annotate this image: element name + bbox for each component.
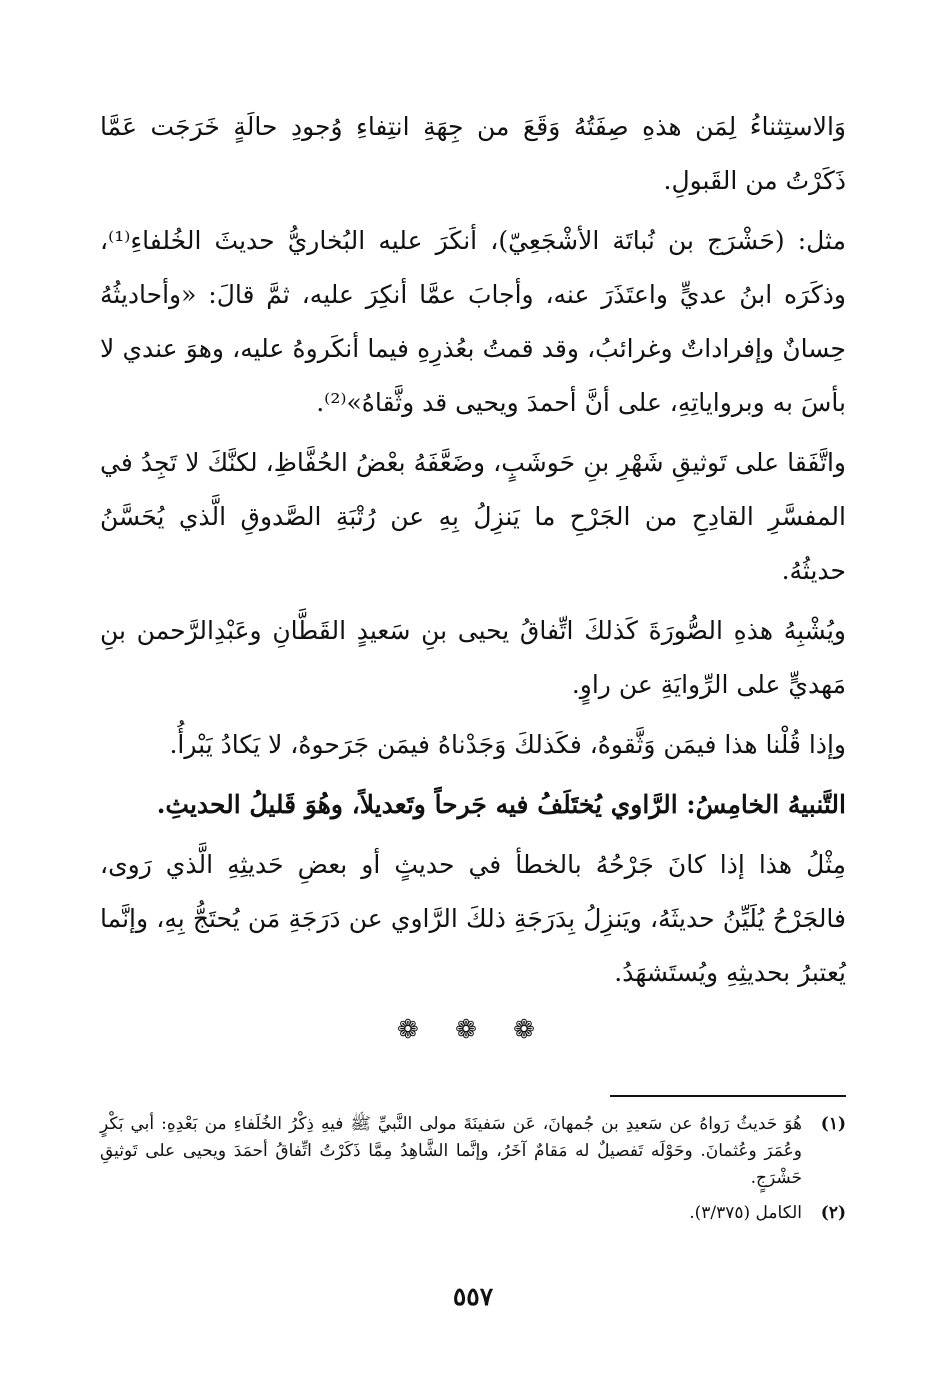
paragraph-similar-case: ويُشْبِهُ هذهِ الصُّورَةَ كَذلكَ اتِّفاقُ يحيى بنِ سَعيدٍ القَطَّانِ وعَبْدِالرَّحمن بنِ مَهديٍّ على الرِّوايَةِ عن راوٍ. — [100, 616, 846, 699]
footnote-divider — [610, 1095, 846, 1097]
main-text — [100, 100, 846, 1050]
footnote-number: (١) — [820, 1114, 846, 1134]
footnote-item — [100, 1111, 846, 1192]
section-heading-fifth-note: التَّنبيهُ الخامِسُ: الرَّاوي يُختَلَفُ فيه جَرحاً وتَعديلاً، وهُوَ قَليلُ الحديثِ. — [156, 790, 846, 819]
page-number: ٥٥٧ — [452, 1282, 494, 1311]
paragraph-shahr-ibn-hawshab: واتَّفَقا على تَوثيقِ شَهْرِ بنِ حَوشَبٍ، وضَعَّفَهُ بعْضُ الحُفَّاظِ، لكنَّكَ لا تَجِدُ في المفسَّرِ القادِحِ من الجَرْحِ ما يَنزِلُ بِهِ عن رُتْبَةِ الصَّدوقِ الَّذي يُحَسَّنُ حديثُهُ. — [100, 448, 846, 585]
footnote-text: الكامل (٣/٣٧٥). — [689, 1203, 802, 1223]
footnote-text: هُوَ حَديثُ رَواهُ عن سَعيدِ بن جُمهانَ، عَن سَفينَةَ مولى النَّبيِّ ﷺ فيهِ ذِكْرُ الخُلَفاءِ من بَعْدِهِ: أبي بَكْرٍ وعُمَرَ وعُثمانَ. وحَوْلَه تَفصيلٌ له مَقامٌ آخَرُ، وإنَّما الشَّاهِدُ مِمَّا ذَكَرْتُ اتِّفاقُ أحمَدَ ويحيى على تَوثيقِ حَشْرَجٍ. — [100, 1114, 802, 1188]
paragraph-hashraj-example: مثل: (حَشْرَج بن نُباتَة الأشْجَعِيّ)، أنكَرَ عليه البُخاريُّ حديثَ الخُلفاءِ⁽¹⁾، وذكَرَه ابنُ عديٍّ واعتَذَرَ عنه، وأجابَ عمَّا أنكِرَ عليه، ثمَّ قالَ: «وأحاديثُهُ حِسانٌ وإفراداتٌ وغرائبُ، وقد قمتُ بعُذرِهِ فيما أنكَروهُ عليه، وهوَ عندي لا بأسَ به وبرواياتِهِ، على أنَّ أحمدَ ويحيى قد وثَّقاهُ»⁽²⁾. — [100, 226, 846, 417]
footnote-item — [100, 1200, 846, 1227]
section-ornament: ❁ ❁ ❁ — [397, 1015, 549, 1045]
footnotes — [100, 1095, 846, 1235]
paragraph-fifth-note-body: مِثْلُ هذا إذا كانَ جَرْحُهُ بالخطأ في حديثٍ أو بعضِ حَديثِهِ الَّذي رَوى، فالجَرْحُ يُلَيِّنُ حديثَهُ، ويَنزِلُ بِدَرَجَةِ ذلكَ الرَّاوي عن دَرَجَةِ مَن يُحتَجُّ بِهِ، وإنَّما يُعتبرُ بحديثِهِ ويُستَشهَدُ. — [100, 850, 846, 987]
paragraph-exception: وَالاستِثناءُ لِمَن هذهِ صِفَتُهُ وَقَعَ من جِهَةِ انتِفاءِ وُجودِ حالَةٍ خَرَجَت عَمَّا ذَكَرْتُ من القَبولِ. — [100, 112, 846, 195]
paragraph-conclusion: وإذا قُلْنا هذا فيمَن وَثَّقوهُ، فكَذلكَ وَجَدْناهُ فيمَن جَرَحوهُ، لا يَكادُ يَبْرأُ. — [169, 730, 846, 759]
footnote-number: (٢) — [820, 1203, 846, 1223]
